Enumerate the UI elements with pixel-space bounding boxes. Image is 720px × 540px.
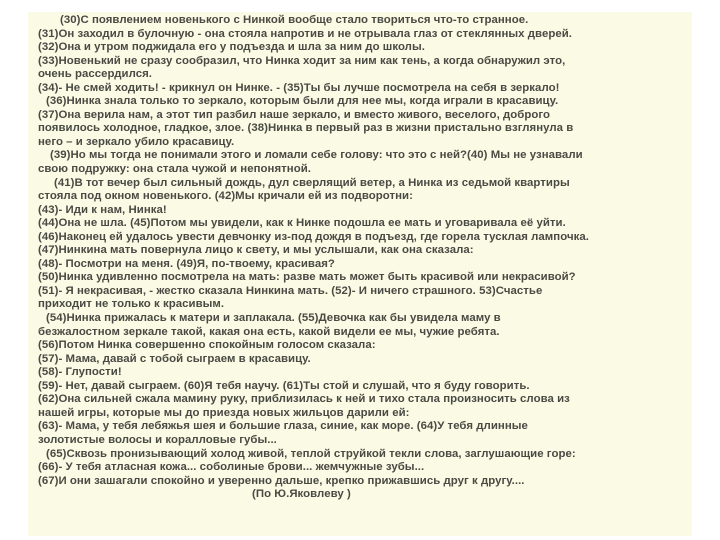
text-line: (62)Она сильней сжала мамину руку, приблизилась к ней и тихо стала произносить слова из <box>38 393 570 406</box>
text-line: (65)Сквозь пронизывающий холод живой, теплой струйкой текли слова, заглушающие горе: <box>46 447 576 460</box>
text-line: золотистые волосы и коралловые губы... <box>38 433 277 446</box>
text-line: (54)Нинка прижалась к матери и заплакала. (55)Девочка как бы увидела маму в <box>46 312 501 325</box>
text-line: (56)Потом Нинка совершенно спокойным голосом сказала: <box>38 339 376 352</box>
text-line: (37)Она верила нам, а этот тип разбил наше зеркало, и вместо живого, веселого, доброго <box>38 108 551 121</box>
text-line: (33)Новенький не сразу сообразил, что Нинка ходит за ним как тень, а когда обнаружил это, <box>38 54 566 67</box>
document-text <box>38 14 686 502</box>
text-line: (41)В тот вечер был сильный дождь, дул сверлящий ветер, а Нинка из седьмой квартиры <box>54 176 570 189</box>
text-line: (34)- Не смей ходить! - крикнул он Нинке. - (35)Ты бы лучше посмотрела на себя в зеркало! <box>38 81 560 94</box>
text-line: (39)Но мы тогда не понимали этого и ломали себе голову: что это с ней?(40) Мы не узнавали <box>50 149 583 162</box>
author-attribution: (По Ю.Яковлеву ) <box>252 488 351 501</box>
text-line: безжалостном зеркале такой, какая она есть, какой видели ее мы, чужие ребята. <box>38 325 500 338</box>
text-line: (48)- Посмотри на меня. (49)Я, по-твоему, красивая? <box>38 257 335 270</box>
text-line: (63)- Мама, у тебя лебяжья шея и большие глаза, синие, как море. (64)У тебя длинные <box>38 420 528 433</box>
text-line: (66)- У тебя атласная кожа... соболиные брови... жемчужные зубы... <box>38 461 425 474</box>
text-line: (51)- Я некрасивая, - жестко сказала Нинкина мать. (52)- И ничего страшного. 53)Счастье <box>38 284 543 297</box>
text-line: (67)И они зашагали спокойно и уверенно дальше, крепко прижавшись друг к другу.... <box>38 474 525 487</box>
text-line: нашей игры, которые мы до приезда новых жильцов дарили ей: <box>38 406 410 419</box>
text-line: (36)Нинка знала только то зеркало, которым были для нее мы, когда играли в красавицу. <box>46 95 559 108</box>
text-line: (47)Нинкина мать повернула лицо к свету, и мы услышали, как она сказала: <box>38 244 474 257</box>
text-line: (57)- Мама, давай с тобой сыграем в красавицу. <box>38 352 311 365</box>
text-line: (30)С появлением новенького с Нинкой вообще стало твориться что-то странное. <box>60 14 529 26</box>
text-line: стояла под окном новенького. (42)Мы кричали ей из подворотни: <box>38 190 413 203</box>
document-page <box>28 12 692 536</box>
text-line: свою подружку: она стала чужой и непонятной. <box>38 163 312 176</box>
text-line: него – и зеркало убило красавицу. <box>38 135 235 148</box>
text-line: (32)Она и утром поджидала его у подъезда и шла за ним до школы. <box>38 41 425 54</box>
text-line: (44)Она не шла. (45)Потом мы увидели, как к Нинке подошла ее мать и уговаривала её уйти. <box>38 217 566 230</box>
text-line: (50)Нинка удивленно посмотрела на мать: разве мать может быть красивой или некрасивой? <box>38 271 576 284</box>
text-line: (43)- Иди к нам, Нинка! <box>38 203 167 216</box>
text-line: (31)Он заходил в булочную - она стояла напротив и не отрывала глаз от стеклянных дверей. <box>38 27 572 40</box>
text-line: (46)Наконец ей удалось увести девчонку из-под дождя в подъезд, где горела тусклая лампочка. <box>38 230 589 243</box>
text-line: (58)- Глупости! <box>38 366 122 379</box>
text-line: очень рассердился. <box>38 68 153 81</box>
text-line: приходит не только к красивым. <box>38 298 225 311</box>
text-line: (59)- Нет, давай сыграем. (60)Я тебя научу. (61)Ты стой и слушай, что я буду говорить. <box>38 379 530 392</box>
text-line: появилось холодное, гладкое, злое. (38)Нинка в первый раз в жизни пристально взглянула в <box>38 122 574 135</box>
